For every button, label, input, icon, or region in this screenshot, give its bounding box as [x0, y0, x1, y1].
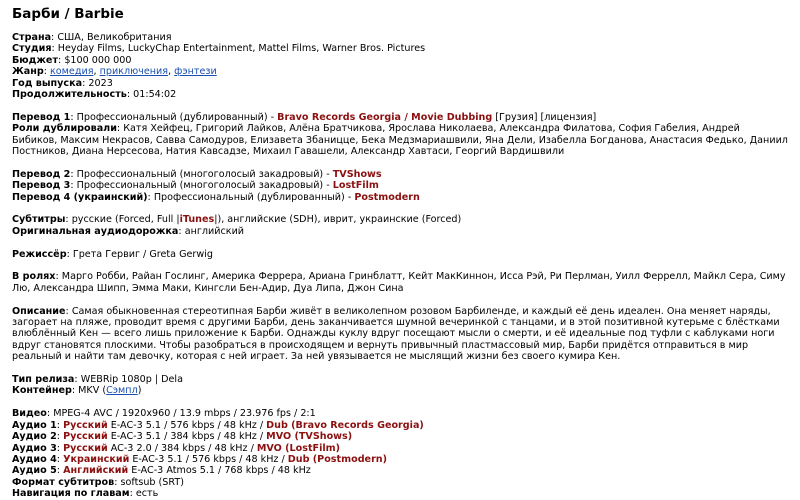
audio-row: Аудио 3: Русский AC-3 2.0 / 384 kbps / 48 kHz / MVO (LostFilm) [12, 442, 341, 454]
genre-link[interactable]: приключения [99, 66, 169, 78]
audio-row: Аудио 5: Английский E-AC-3 Atmos 5.1 / 768 kbps / 48 kHz [12, 465, 311, 477]
translation-2-row: Перевод 2: Профессиональный (многоголосый закадровый) - TVShows [12, 168, 382, 180]
chapters-row: Навигация по главам: есть [12, 488, 159, 500]
video-row: Видео: MPEG-4 AVC / 1920x960 / 13.9 mbps / 23.976 fps / 2:1 [12, 408, 316, 420]
translation-1-row: Перевод 1: Профессиональный (дублированный) - Bravo Records Georgia / Movie Dubbing [Грузия] [лицензия] [12, 111, 597, 123]
genre-link[interactable]: фэнтези [174, 66, 217, 78]
studio-row: Студия: Heyday Films, LuckyChap Entertainment, Mattel Films, Warner Bros. Pictures [12, 43, 426, 55]
sample-link[interactable]: Сэмпл [106, 385, 138, 397]
description-row: Описание: Самая обыкновенная стереотипная Барби живёт в великолепном розовом Барбиленде, и каждый её день идеален. Она меняет наряды, загорает на пляже, проводит время с другими Барби, день заканчивается шумной вечеринкой с танцами, и в этой позитивной кутерьме с блёстками влюблённый Кен — всего лишь приложение к Барби. Однажды куклу вдруг посещают мысли о смерти, и её идеальные под туфли с каблуками ноги вдруг становятся плоскими. Чтобы разобраться в происходящем и вернуть привычный пластмассовый мир, Барби придётся отправиться в мир реальный и найти там девочку, которая с ней играет. За ней увязывается не мыслящий жизни без своего кумира Кен. [12, 305, 780, 363]
container-row: Контейнер: MKV (Сэмпл) [12, 385, 142, 397]
subtitles-row: Субтитры: русские (Forced, Full |iTunes|), английские (SDH), иврит, украинские (Forced) [12, 214, 462, 226]
duration-row: Продолжительность: 01:54:02 [12, 89, 177, 101]
subtitle-format-row: Формат субтитров: softsub (SRT) [12, 476, 184, 488]
post-title: Барби / Barbie [12, 6, 124, 22]
budget-row: Бюджет: $100 000 000 [12, 54, 132, 66]
genre-link[interactable]: комедия [50, 66, 94, 78]
director-row: Режиссёр: Грета Гервиг / Greta Gerwig [12, 248, 213, 260]
year-row: Год выпуска: 2023 [12, 77, 113, 89]
translation-3-row: Перевод 3: Профессиональный (многоголосый закадровый) - LostFilm [12, 180, 379, 192]
dubbing-roles-row: Роли дублировали: Катя Хейфец, Григорий Лайков, Алёна Братчикова, Ярослава Николаева, Александра Филатова, София Габелия, Андрей Бибиков, Максим Некрасов, Савва Самодуров, Елизавета Збаницце, Бека Медзмариашвили, Яна Дели, Изабелла Богданова, Анастасия Федько, Даниил Постников, Диана Нерсесова, Натия Кавсадзе, Михаил Гавашели, Александр Хавтаси, Георгий Вардишвили [12, 123, 788, 158]
cast-row: В ролях: Марго Робби, Райан Гослинг, Америка Феррера, Ариана Гринблатт, Кейт МакКиннон, Исса Рэй, Ри Перлман, Уилл Феррелл, Майкл Сера, Симу Лю, Александра Шипп, Эмма Маки, Кингсли Бен-Адир, Дуа Липа, Джон Сина [12, 271, 786, 294]
audio-row: Аудио 1: Русский E-AC-3 5.1 / 576 kbps / 48 kHz / Dub (Bravo Records Georgia) [12, 419, 424, 431]
genre-row: Жанр: комедия, приключения, фэнтези [12, 66, 217, 78]
translation-4-row: Перевод 4 (украинский): Профессиональный (дублированный) - Postmodern [12, 191, 420, 203]
audio-row: Аудио 2: Русский E-AC-3 5.1 / 384 kbps / 48 kHz / MVO (TVShows) [12, 431, 353, 443]
original-audio-row: Оригинальная аудиодорожка: английский [12, 225, 245, 237]
audio-row: Аудио 4: Украинский E-AC-3 5.1 / 576 kbps / 48 kHz / Dub (Postmodern) [12, 453, 388, 465]
release-type-row: Тип релиза: WEBRip 1080p | Dela [12, 374, 183, 386]
country-row: Страна: США, Великобритания [12, 32, 172, 43]
